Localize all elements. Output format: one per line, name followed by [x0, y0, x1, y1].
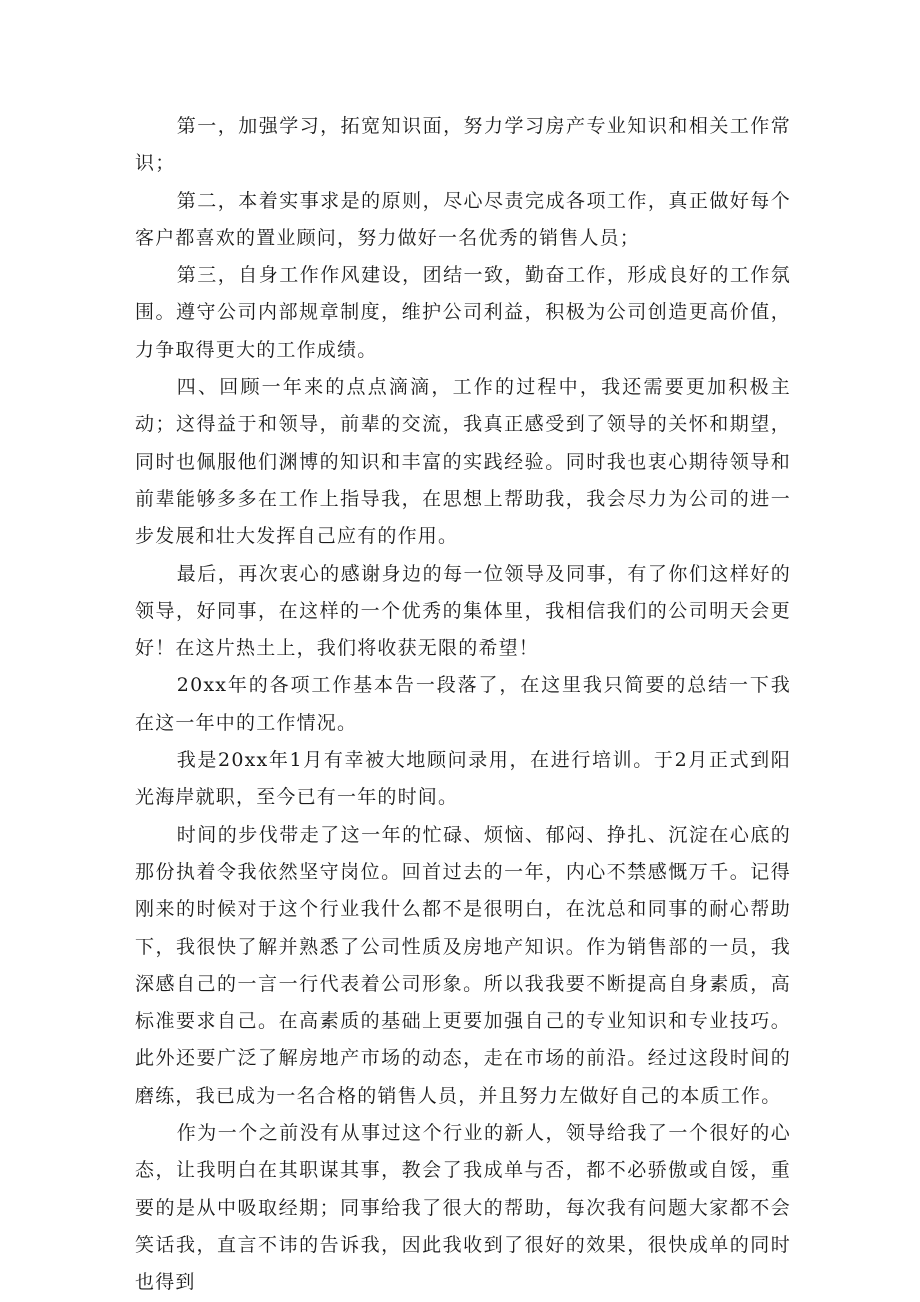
paragraph-5: 最后，再次衷心的感谢身边的每一位领导及同事，有了你们这样好的领导，好同事，在这样的一个优秀的集体里，我相信我们的公司明天会更好！在这片热土上，我们将收获无限的希望！ — [135, 562, 791, 660]
document-body — [135, 108, 791, 1302]
paragraph-2: 第二，本着实事求是的原则，尽心尽责完成各项工作，真正做好每个客户都喜欢的置业顾问，努力做好一名优秀的销售人员； — [135, 189, 791, 249]
paragraph-9: 作为一个之前没有从事过这个行业的新人，领导给我了一个很好的心态，让我明白在其职谋其事，教会了我成单与否，都不必骄傲或自馁，重要的是从中吸取经期；同事给我了很大的帮助，每次我有问题大家都不会笑话我，直言不讳的告诉我，因此我收到了很好的效果，很快成单的同时也得到 — [135, 1122, 791, 1294]
paragraph-6: 20xx年的各项工作基本告一段落了，在这里我只简要的总结一下我在这一年中的工作情况。 — [135, 674, 791, 734]
paragraph-7: 我是20xx年1月有幸被大地顾问录用，在进行培训。于2月正式到阳光海岸就职，至今已有一年的时间。 — [135, 749, 791, 809]
paragraph-8: 时间的步伐带走了这一年的忙碌、烦恼、郁闷、挣扎、沉淀在心底的那份执着令我依然坚守岗位。回首过去的一年，内心不禁感慨万千。记得刚来的时候对于这个行业我什么都不是很明白，在沈总和同事的耐心帮助下，我很快了解并熟悉了公司性质及房地产知识。作为销售部的一员，我深感自己的一言一行代表着公司形象。所以我我要不断提高自身素质，高标准要求自己。在高素质的基础上更要加强自己的专业知识和专业技巧。此外还要广泛了解房地产市场的动态，走在市场的前沿。经过这段时间的磨练，我已成为一名合格的销售人员，并且努力左做好自己的本质工作。 — [135, 823, 791, 1107]
paragraph-3: 第三，自身工作作风建设，团结一致，勤奋工作，形成良好的工作氛围。遵守公司内部规章制度，维护公司利益，积极为公司创造更高价值，力争取得更大的工作成绩。 — [135, 264, 791, 361]
paragraph-1: 第一，加强学习，拓宽知识面，努力学习房产专业知识和相关工作常识； — [135, 115, 791, 175]
paragraph-4: 四、回顾一年来的点点滴滴，工作的过程中，我还需要更加积极主动；这得益于和领导，前辈的交流，我真正感受到了领导的关怀和期望，同时也佩服他们渊博的知识和丰富的实践经验。同时我也衷心期待领导和前辈能够多多在工作上指导我，在思想上帮助我，我会尽力为公司的进一步发展和壮大发挥自己应有的作用。 — [135, 376, 791, 548]
